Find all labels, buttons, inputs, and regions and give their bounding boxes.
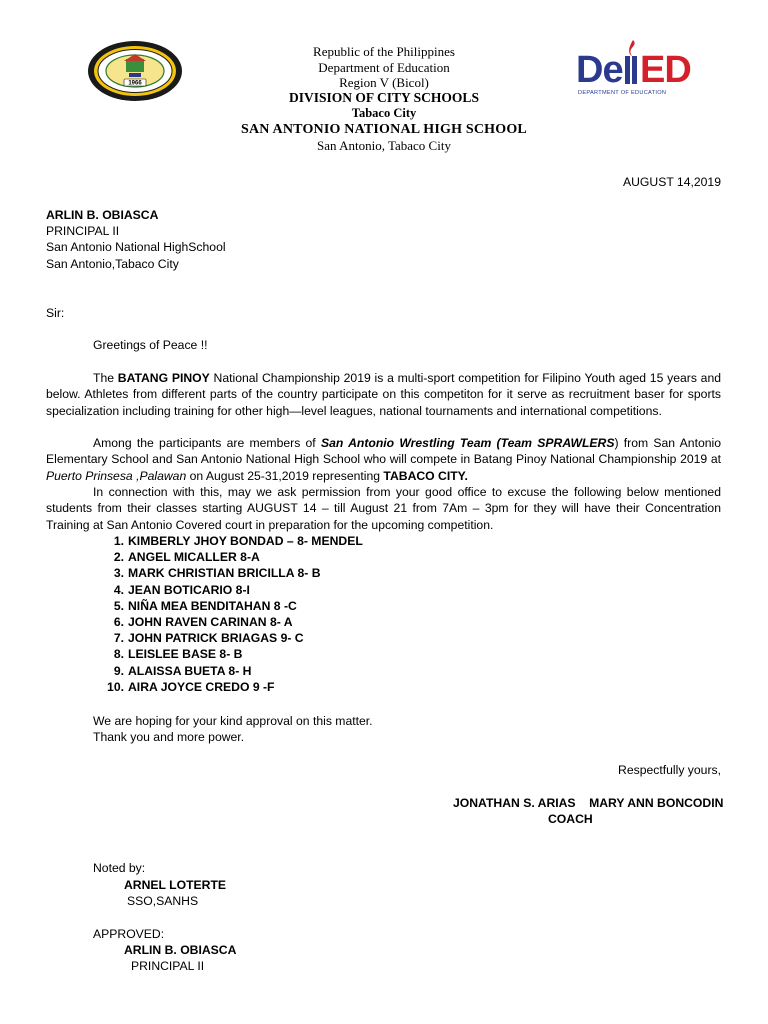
list-item: 7. JOHN PATRICK BRIAGAS 9- C — [113, 631, 304, 646]
paragraph-3: In connection with this, may we ask permission from your good office to excuse the following below mentioned students from their classes starting AUGUST 14 – till August 21 from 7Am – 3pm for they will have their Concentration Training at San Antonio Covered court in preparation for the upcoming competition. — [46, 485, 721, 532]
list-item: 6. JOHN RAVEN CARINAN 8- A — [113, 614, 293, 629]
closing-thanks: Thank you and more power. — [93, 730, 245, 744]
header-division: DIVISION OF CITY SCHOOLS — [289, 90, 479, 105]
svg-text:De: De — [576, 49, 623, 91]
seal-year: 1966 — [128, 80, 142, 87]
list-item: 8. LEISLEE BASE 8- B — [113, 647, 243, 662]
paragraph-2: Among the participants are members of San Antonio Wrestling Team (Team SPRAWLERS) from San Antonio Elementary School and San Antonio National High School who will compete in Batang Pinoy National Championship 2019 at Puerto Prinsesa ,Palawan on August 25-31,2019 representing TABACO CITY. — [46, 436, 721, 483]
coach-label: COACH — [548, 812, 593, 826]
respectfully-yours: Respectfully yours, — [618, 763, 721, 777]
header-department: Department of Education — [318, 60, 450, 75]
header-republic: Republic of the Philippines — [313, 44, 455, 59]
noted-name: ARNEL LOTERTE — [124, 878, 227, 892]
list-item: 5. NIÑA MEA BENDITAHAN 8 -C — [113, 598, 297, 613]
noted-label: Noted by: — [93, 861, 146, 875]
header-address: San Antonio, Tabaco City — [317, 138, 451, 153]
deped-subtext: DEPARTMENT OF EDUCATION — [578, 90, 667, 96]
list-item: 10. AIRA JOYCE CREDO 9 -F — [107, 679, 275, 694]
header-school: SAN ANTONIO NATIONAL HIGH SCHOOL — [241, 122, 527, 137]
approved-title: PRINCIPAL II — [131, 959, 205, 973]
svg-text:ED: ED — [640, 49, 691, 91]
salutation: Sir: — [46, 306, 65, 320]
recipient-name: ARLIN B. OBIASCA — [46, 208, 159, 222]
student-list — [92, 533, 363, 695]
paragraph-1: The BATANG PINOY National Championship 2019 is a multi-sport competition for Filipino Youth aged 15 years and below. Athletes from different parts of the country participate on this competiton for it serve as recruitment baser for sports specialization including training for other high—level leagues, national tournaments and international competitions. — [46, 371, 721, 418]
header-region: Region V (Bicol) — [339, 75, 429, 90]
recipient-address: San Antonio,Tabaco City — [46, 257, 179, 271]
closing-hope: We are hoping for your kind approval on this matter. — [93, 714, 373, 728]
recipient-school: San Antonio National HighSchool — [46, 240, 226, 254]
greeting: Greetings of Peace !! — [93, 338, 208, 352]
list-item: 1. KIMBERLY JHOY BONDAD – 8- MENDEL — [113, 534, 363, 548]
letter-date: AUGUST 14,2019 — [622, 175, 721, 189]
header-city: Tabaco City — [351, 106, 417, 120]
list-item: 3. MARK CHRISTIAN BRICILLA 8- B — [113, 566, 321, 581]
batang-pinoy-bold: BATANG PINOY — [117, 371, 210, 385]
noted-title: SSO,SANHS — [127, 894, 199, 908]
approved-label: APPROVED: — [93, 927, 165, 941]
approved-name: ARLIN B. OBIASCA — [124, 943, 237, 957]
signers: JONATHAN S. ARIAS MARY ANN BONCODIN — [453, 796, 724, 810]
list-item: 4. JEAN BOTICARIO 8-I — [113, 582, 250, 597]
list-item: 2. ANGEL MICALLER 8-A — [113, 550, 260, 565]
recipient-title: PRINCIPAL II — [46, 224, 120, 238]
list-item: 9. ALAISSA BUETA 8- H — [113, 663, 252, 678]
